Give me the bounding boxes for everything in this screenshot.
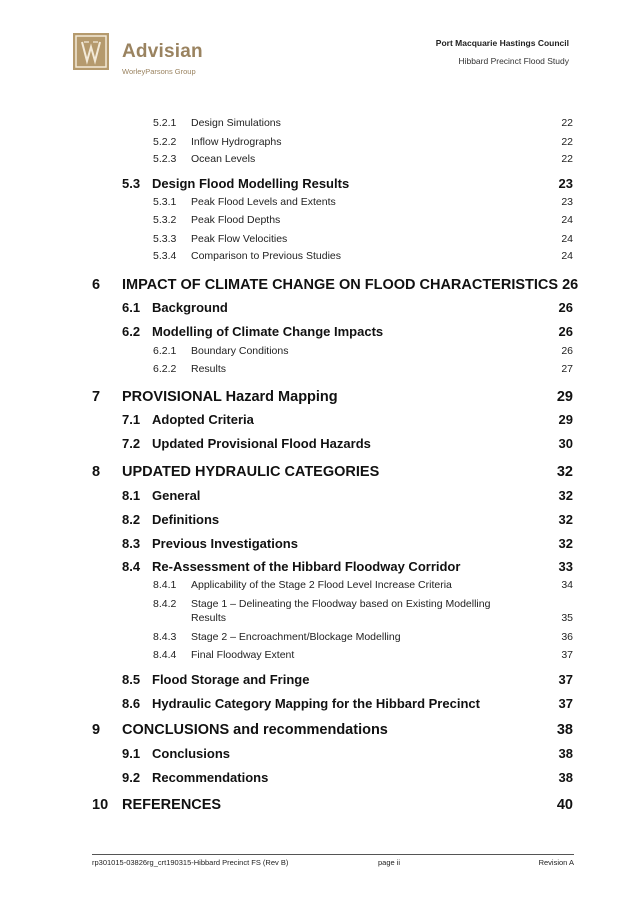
toc-entry[interactable] [153,250,573,262]
toc-entry-number: 8.6 [122,696,141,711]
toc-entry-number: 5.3.4 [153,250,177,262]
toc-entry-page: 23 [561,196,573,208]
toc-entry-title: Modelling of Climate Change Impacts [152,324,384,339]
toc-entry-page: 22 [561,117,573,129]
toc-entry-page: 22 [561,153,573,165]
toc-entry-number: 5.2.3 [153,153,177,165]
toc-entry-page: 32 [558,536,573,551]
toc-entry-number: 6.1 [122,300,141,315]
toc-entry-number: 6.2.1 [153,345,177,357]
toc-entry-page: 37 [561,649,573,661]
toc-entry-page: 32 [558,512,573,527]
toc-entry-page: 26 [558,300,573,315]
toc-entry-page: 30 [558,436,573,451]
toc-entry[interactable] [122,512,573,527]
toc-entry-number: 5.2.2 [153,136,177,148]
toc-entry-number: 8.4.1 [153,579,177,591]
toc-entry-page: 37 [558,672,573,687]
toc-entry-number: 8.4.4 [153,649,177,661]
toc-entry-title: Background [152,300,228,315]
toc-entry-page: 33 [558,559,573,574]
toc-entry-number: 6.2.2 [153,363,177,375]
toc-entry-number: 6.2 [122,324,141,339]
toc-entry-number: 7.1 [122,412,141,427]
toc-entry-title: PROVISIONAL Hazard Mapping [122,389,338,405]
toc-entry-page: 38 [558,770,573,785]
toc-entry-title: Peak Flow Velocities [191,233,288,245]
advisian-logo-icon [73,33,109,70]
toc-entry-title: Updated Provisional Flood Hazards [152,436,371,451]
toc-entry[interactable] [122,696,573,711]
toc-entry-title: Previous Investigations [152,536,298,551]
toc-entry-number: 8 [92,464,101,480]
toc-entry[interactable] [92,277,579,293]
toc-entry-number: 5.3.1 [153,196,177,208]
toc-entry-number: 9.2 [122,770,141,785]
toc-entry-page: 26 [558,324,573,339]
toc-entry[interactable] [122,536,573,551]
toc-entry[interactable] [153,363,573,375]
toc-entry-page: 38 [556,722,573,738]
toc-entry[interactable] [153,196,573,208]
toc-entry-page: 32 [558,488,573,503]
toc-entry-page: 37 [558,696,573,711]
toc-entry-number: 10 [92,797,109,813]
toc-entry-page: 29 [556,389,573,405]
toc-entry-page: 24 [561,214,573,226]
toc-entry-number: 8.4 [122,559,141,574]
footer-revision: Revision A [538,858,574,867]
toc-entry-page: 32 [556,464,573,480]
toc-entry-title: Conclusions [152,746,231,761]
toc-entry-title: Results [191,363,227,375]
toc-entry-title: UPDATED HYDRAULIC CATEGORIES [122,464,380,480]
toc-entry[interactable] [92,722,573,738]
toc-entry-page: 26 [561,345,573,357]
toc-entry[interactable] [153,649,573,661]
toc-entry-title: Ocean Levels [191,153,256,165]
toc-entry-title: Applicability of the Stage 2 Flood Level Increase Criteria [191,579,452,591]
toc-entry-number: 9 [92,722,101,738]
toc-entry-number: 8.1 [122,488,141,503]
toc-entry-number: 5.3.2 [153,214,177,226]
toc-entry-title: Adopted Criteria [152,412,254,427]
toc-entry-number: 8.3 [122,536,141,551]
toc-entry[interactable] [92,797,573,813]
toc-entry[interactable] [153,579,573,591]
toc-entry-page: 24 [561,233,573,245]
toc-entry-number: 6 [92,277,101,293]
toc-entry-title: Peak Flood Levels and Extents [191,196,336,208]
toc-entry[interactable] [153,345,573,357]
toc-entry[interactable] [122,672,573,687]
brand-name: Advisian [122,41,203,62]
toc-entry-page: 35 [561,612,573,624]
toc-entry-page: 23 [558,176,573,191]
toc-entry-title: Inflow Hydrographs [191,136,282,148]
toc-entry[interactable] [153,153,573,165]
toc-entry-page: 27 [561,363,573,375]
toc-entry-number: 7 [92,389,101,405]
toc-entry[interactable] [153,136,573,148]
toc-entry[interactable] [122,559,573,574]
toc-entry-title: Re-Assessment of the Hibbard Floodway Corridor [152,559,461,574]
toc-entry[interactable] [122,412,573,427]
toc-entry-title: Design Flood Modelling Results [152,176,350,191]
toc-entry-title: Results [191,612,227,624]
header-study: Hibbard Precinct Flood Study [458,56,569,66]
footer-divider [92,854,574,855]
toc-entry-page: 36 [561,631,573,643]
toc-entry-page: 29 [558,412,573,427]
toc-entry-title: Final Floodway Extent [191,649,295,661]
toc-entry[interactable] [122,770,573,785]
toc-entry-number: 8.4.3 [153,631,177,643]
toc-entry-number: 5.2.1 [153,117,177,129]
toc-entry[interactable] [122,324,573,339]
toc-entry-number: 8.2 [122,512,141,527]
footer-page-number: page ii [378,858,401,867]
toc-entry-title: Boundary Conditions [191,345,289,357]
toc-entry-number: 9.1 [122,746,141,761]
toc-entry-title: IMPACT OF CLIMATE CHANGE ON FLOOD CHARACTERISTICS [122,277,559,293]
toc-entry-page: 26 [562,277,579,293]
toc-entry[interactable] [153,631,573,643]
brand-subtitle: WorleyParsons Group [122,67,196,76]
toc-entry-title: Stage 1 – Delineating the Floodway based on Existing Modelling [191,598,491,610]
toc-entry-title: REFERENCES [122,797,222,813]
toc-entry-title: Flood Storage and Fringe [152,672,310,687]
toc-entry-title: General [152,488,201,503]
header-client: Port Macquarie Hastings Council [435,38,569,48]
toc-entry[interactable] [122,300,573,315]
toc-entry[interactable] [153,117,573,129]
toc-entry-title: Hydraulic Category Mapping for the Hibbard Precinct [152,696,480,711]
toc-entry[interactable] [122,488,573,503]
toc-entry-title: Design Simulations [191,117,281,129]
toc-entry[interactable] [92,464,573,480]
toc-entry[interactable] [153,233,573,245]
toc-entry-title: Comparison to Previous Studies [191,250,341,262]
toc-entry[interactable] [92,389,573,405]
toc-entry[interactable] [153,214,573,226]
toc-entry-page: 34 [561,579,573,591]
toc-entry-title: CONCLUSIONS and recommendations [122,722,388,738]
toc-entry-title: Stage 2 – Encroachment/Blockage Modelling [191,631,401,643]
toc-entry-title: Recommendations [152,770,269,785]
toc-entry[interactable] [122,436,573,451]
toc-entry-number: 5.3 [122,176,141,191]
toc-entry-number: 5.3.3 [153,233,177,245]
toc-entry-number: 8.5 [122,672,141,687]
toc-entry-number: 8.4.2 [153,598,177,610]
toc-entry[interactable] [122,746,573,761]
toc-entry-number: 7.2 [122,436,141,451]
toc-entry[interactable] [122,176,573,191]
toc-entry-page: 22 [561,136,573,148]
toc-entry-title: Peak Flood Depths [191,214,281,226]
toc-entry-page: 24 [561,250,573,262]
toc-entry-page: 38 [558,746,573,761]
toc-entry-title: Definitions [152,512,220,527]
toc-entry-page: 40 [556,797,573,813]
footer-doc-ref: rp301015-03826rg_crt190315-Hibbard Precinct FS (Rev B) [92,858,289,867]
